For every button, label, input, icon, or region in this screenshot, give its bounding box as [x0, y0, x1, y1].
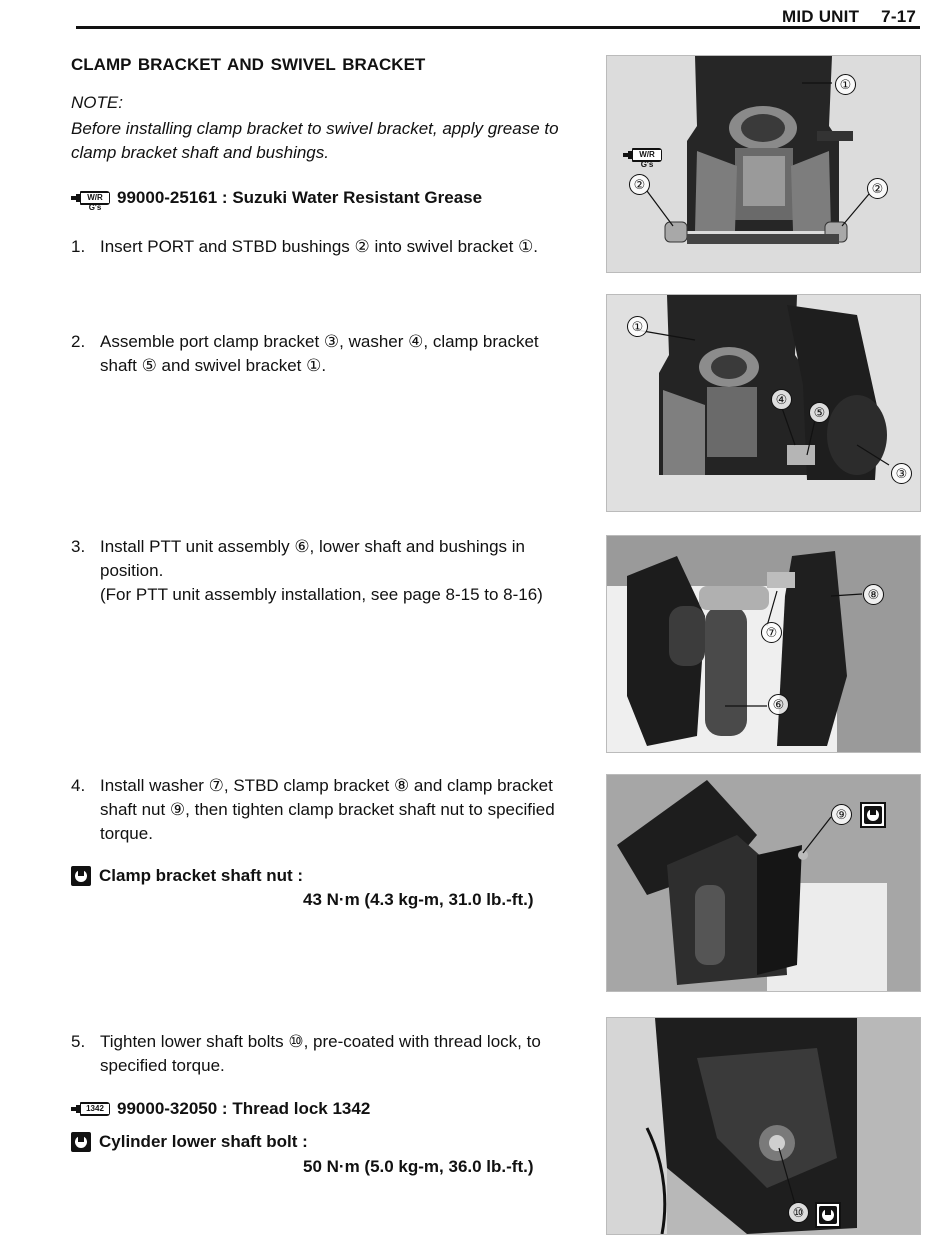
step-reference: (For PTT unit assembly installation, see page 8-15 to 8-16) [100, 585, 543, 604]
step-number: 4. [71, 776, 86, 795]
step-4 [71, 774, 571, 846]
section-title: MID UNIT [782, 7, 860, 26]
callout-3: ③ [891, 463, 912, 484]
torque-wrench-icon [71, 1132, 91, 1152]
photo-port-clamp-bracket [606, 294, 921, 512]
note-label: NOTE: [71, 93, 123, 112]
threadlock-spec-text: 99000-32050 : Thread lock 1342 [117, 1098, 371, 1118]
page-number: 7-17 [881, 7, 916, 26]
step-text: Install PTT unit assembly ⑥, lower shaft and bushings in position. [100, 537, 526, 580]
torque-label: Clamp bracket shaft nut : [99, 865, 304, 885]
torque-value-1: 43 N·m (4.3 kg-m, 31.0 lb.-ft.) [303, 890, 534, 909]
callout-5: ⑤ [809, 402, 830, 423]
step-text: Install washer ⑦, STBD clamp bracket ⑧ and clamp bracket shaft nut ⑨, then tighten clamp bracket shaft nut to specified torque. [100, 776, 555, 843]
threadlock-icon-label: 1342 [86, 1103, 104, 1113]
step-text: Assemble port clamp bracket ③, washer ④, clamp bracket shaft ⑤ and swivel bracket ①. [100, 332, 539, 375]
callout-8: ⑧ [863, 584, 884, 605]
grease-spec-text: 99000-25161 : Suzuki Water Resistant Grease [117, 187, 483, 207]
torque-label: Cylinder lower shaft bolt : [99, 1131, 308, 1151]
grease-icon-label: W/R G's [87, 192, 103, 212]
torque-wrench-icon [815, 1202, 841, 1228]
callout-2-stbd: ② [867, 178, 888, 199]
step-3 [71, 535, 571, 607]
grease-tube-icon [71, 191, 111, 212]
grease-tube-icon [623, 146, 663, 169]
torque-wrench-icon [71, 866, 91, 886]
page-header [782, 7, 916, 27]
callout-7: ⑦ [761, 622, 782, 643]
photo-swivel-bracket-bushings [606, 55, 921, 273]
step-number: 2. [71, 332, 86, 351]
callout-1: ① [835, 74, 856, 95]
step-number: 5. [71, 1032, 86, 1051]
photo-grease-label: W/R G's [639, 149, 655, 169]
step-2 [71, 330, 571, 378]
threadlock-spec [71, 1098, 370, 1119]
step-text: Tighten lower shaft bolts ⑩, pre-coated with thread lock, to specified torque. [100, 1032, 541, 1075]
section-heading: CLAMP BRACKET AND SWIVEL BRACKET [71, 55, 426, 74]
callout-4: ④ [771, 389, 792, 410]
torque-value-2: 50 N·m (5.0 kg-m, 36.0 lb.-ft.) [303, 1157, 534, 1176]
step-5 [71, 1030, 571, 1078]
photo-lower-shaft-bolts [606, 1017, 921, 1235]
photo-ptt-unit-assembly [606, 535, 921, 753]
callout-6: ⑥ [768, 694, 789, 715]
step-text: Insert PORT and STBD bushings ② into swivel bracket ①. [100, 237, 539, 256]
callout-9: ⑨ [831, 804, 852, 825]
torque-spec-2 [71, 1131, 308, 1152]
torque-spec-1 [71, 865, 303, 886]
photo-stbd-clamp-bracket [606, 774, 921, 992]
step-number: 3. [71, 537, 86, 556]
grease-spec [71, 187, 483, 212]
step-number: 1. [71, 237, 86, 256]
header-rule [76, 26, 920, 29]
note-text: Before installing clamp bracket to swivel bracket, apply grease to clamp bracket shaft and bushings. [71, 119, 559, 162]
callout-10: ⑩ [788, 1202, 809, 1223]
callout-2-port: ② [629, 174, 650, 195]
torque-wrench-icon [860, 802, 886, 828]
callout-1: ① [627, 316, 648, 337]
step-1 [71, 235, 571, 259]
threadlock-tube-icon [71, 1102, 111, 1116]
